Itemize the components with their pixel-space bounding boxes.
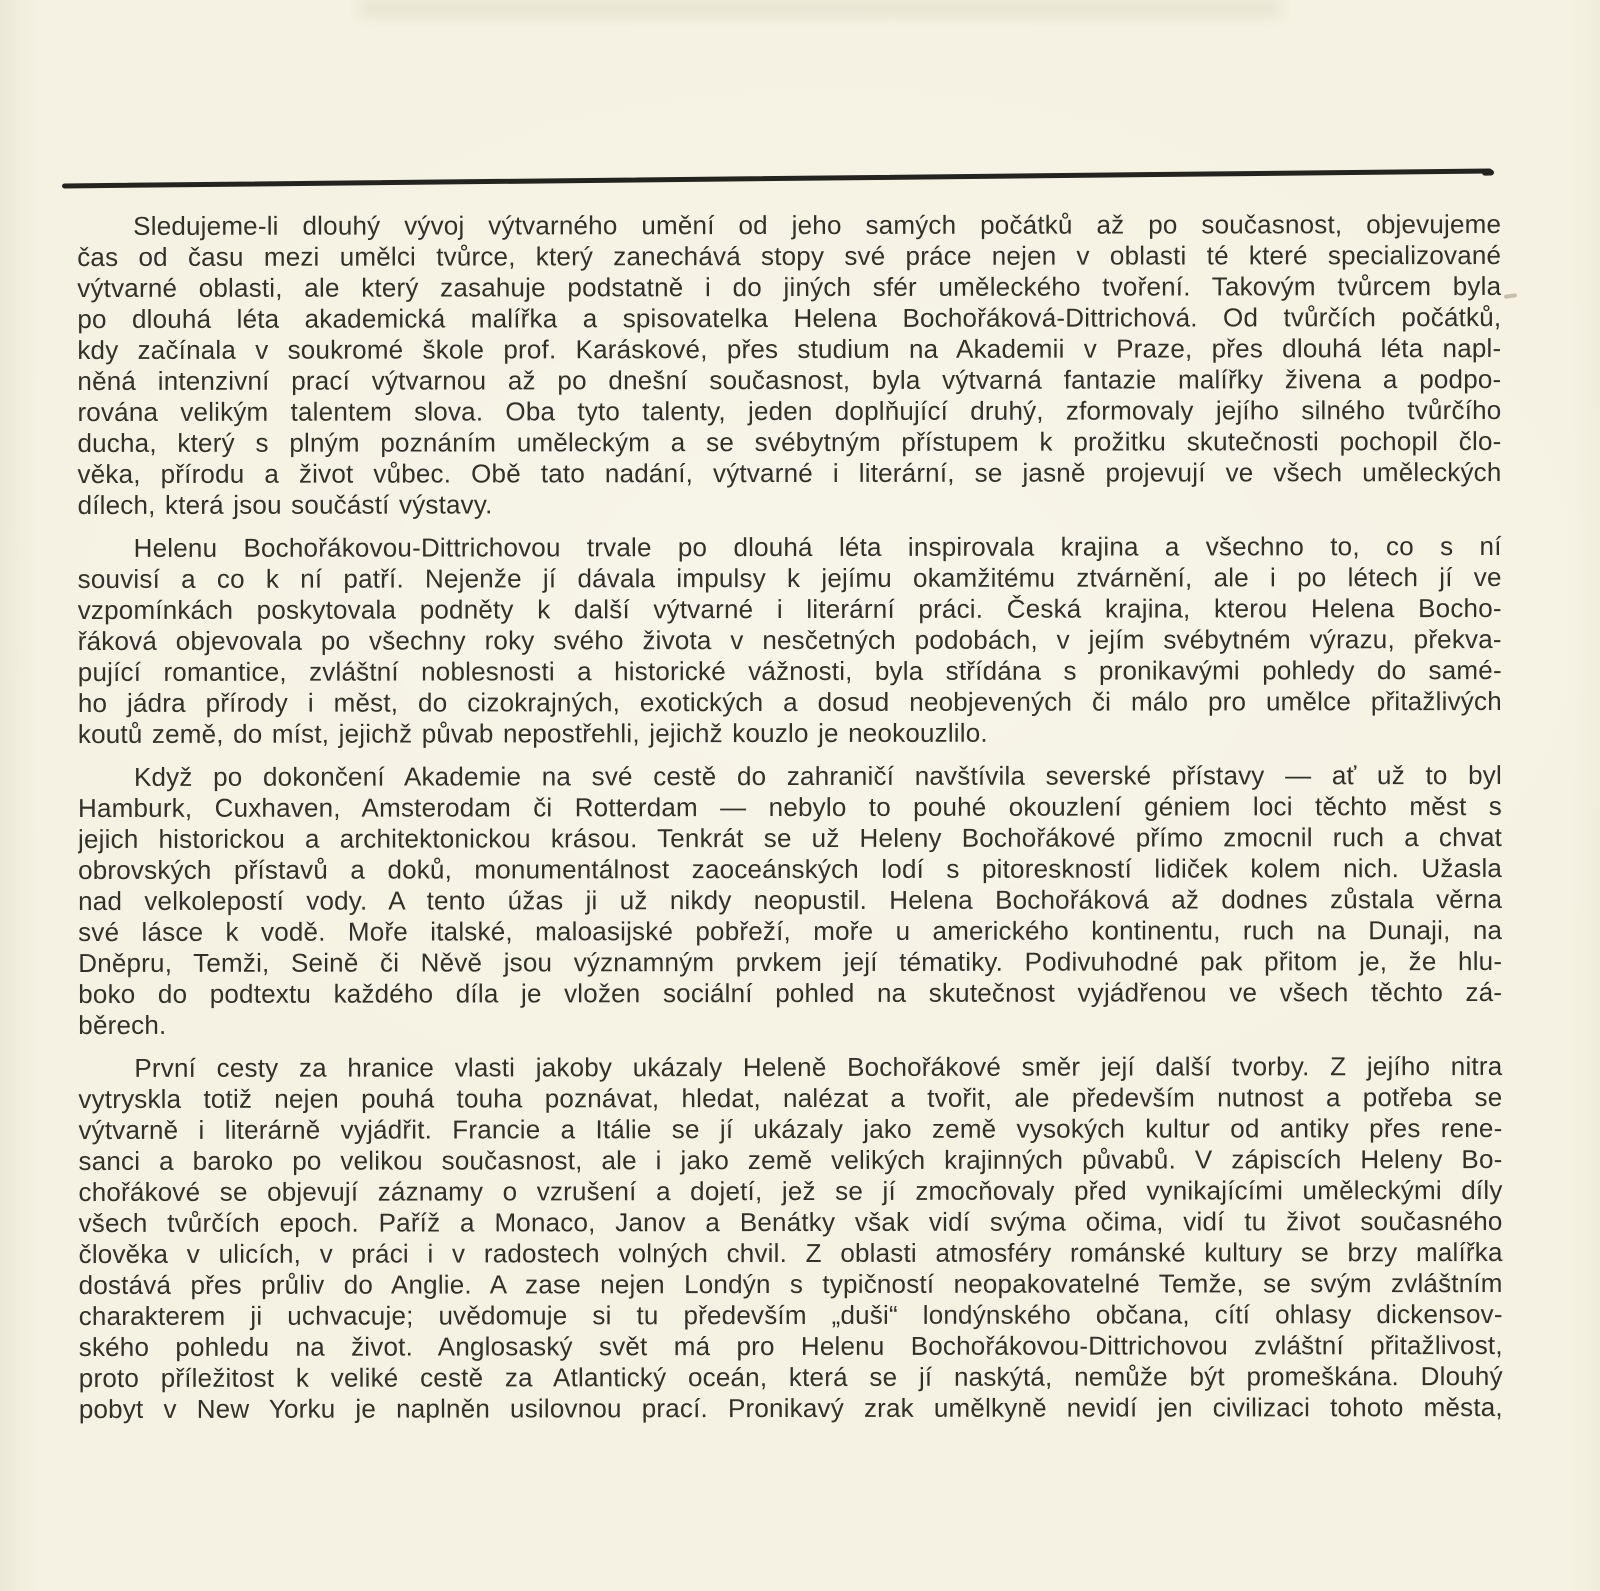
text-line: věka, přírodu a život vůbec. Obě tato nadání, výtvarné i literární, se jasně projevují ve všech uměleckých [77, 457, 1502, 489]
text-line: dílech, která jsou součástí výstavy. [77, 489, 493, 520]
text-line: Když po dokončení Akademie na své cestě do zahraničí navštívila severské přístavy — ať už to byl [133, 760, 1502, 792]
text-line: řáková objevovala po všechny roky svého života v nesčetných podobách, v jejím svébytném výrazu, překva- [77, 624, 1502, 656]
text-line: boko do podtextu každého díla je vložen sociální pohled na skutečnost vyjádřenou ve všech těchto zá- [78, 977, 1503, 1009]
margin-speck-artifact [1504, 293, 1517, 299]
text-line: dostává přes průliv do Anglie. A zase nejen Londýn s typičností neopakovatelné Temže, se svým zvláštním [78, 1268, 1503, 1300]
scan-ghosting-artifact [360, 0, 1280, 16]
text-line: ho jádra přírody i měst, do cizokrajných, exotických a dosud neobjevených či málo pro umělce přitažlivých [77, 686, 1502, 718]
text-line: ducha, který s plným poznáním uměleckým a se svébytným přístupem k prožitku skutečnosti pochopil člo- [77, 426, 1502, 458]
text-line: jejich historickou a architektonickou krásou. Tenkrát se už Heleny Bochořákové přímo zmocnil ruch a chvat [78, 822, 1503, 854]
text-line: souvisí a co k ní patří. Nejenže jí dávala impulsy k jejímu okamžitému ztvárnění, ale i po létech jí ve [77, 562, 1502, 594]
text-block [77, 209, 1503, 1425]
text-line: Helenu Bochořákovou-Dittrichovou trvale po dlouhá léta inspirovala krajina a všechno to, co s ní [133, 531, 1502, 563]
text-line: výtvarně i literárně vyjádřit. Francie a Itálie se jí ukázaly jako země vysokých kultur od antiky přes rene- [78, 1113, 1503, 1145]
text-line: všech tvůrčích epoch. Paříž a Monaco, Janov a Benátky však vidí svýma očima, vidí tu život současného [78, 1206, 1503, 1238]
text-line: pobyt v New Yorku je naplněn usilovnou prací. Pronikavý zrak umělkyně nevidí jen civilizaci tohoto města, [78, 1392, 1503, 1424]
text-line: koutů země, do míst, jejichž půvab nepostřehli, jejichž kouzlo je neokouzlilo. [77, 717, 988, 749]
text-line: obrovských přístavů a doků, monumentálnost zaoceánských lodí s pitoreskností lidiček kolem nich. Užasla [78, 853, 1503, 885]
paragraph [78, 760, 1502, 1041]
paragraph [78, 531, 1502, 750]
text-line: První cesty za hranice vlasti jakoby ukázaly Heleně Bochořákové směr její další tvorby. Z jejího nitra [134, 1051, 1503, 1083]
text-line: Sledujeme-li dlouhý vývoj výtvarného umění od jeho samých počátků až po současnost, objevujeme [133, 209, 1502, 241]
text-line: Hamburk, Cuxhaven, Amsterodam či Rotterdam — nebylo to pouhé okouzlení géniem loci těchto měst s [77, 791, 1503, 823]
text-line: výtvarné oblasti, ale který zasahuje podstatně i do jiných sfér uměleckého tvoření. Takovým tvůrcem byla [77, 271, 1502, 303]
text-line: vytryskla totiž nejen pouhá touha poznávat, hledat, nalézat a tvořit, ale především nutnost a potřeba se [78, 1082, 1503, 1114]
text-line: charakterem ji uchvacuje; uvědomuje si tu především „duši“ londýnského občana, cítí ohlasy dickensov- [78, 1299, 1503, 1331]
text-line: ského pohledu na život. Anglosaský svět má pro Helenu Bochořákovou-Dittrichovou zvláštní přitažlivost, [78, 1330, 1503, 1362]
text-line: běrech. [78, 1009, 167, 1040]
text-line: čas od času mezi umělci tvůrce, který zanechává stopy své práce nejen v oblasti té které specializované [77, 240, 1502, 272]
text-line: po dlouhá léta akademická malířka a spisovatelka Helena Bochořáková-Dittrichová. Od tvůrčích počátků, [77, 302, 1502, 334]
text-line: Dněpru, Temži, Seině či Něvě jsou významným prvkem její tématiky. Podivuhodné pak přitom je, že hlu- [78, 946, 1503, 978]
text-line: něná intenzivní prací výtvarnou až po dnešní současnost, byla výtvarná fantazie malířky živena a podpo- [77, 364, 1502, 396]
text-line: proto příležitost k veliké cestě za Atlantický oceán, která se jí naskýtá, nemůže být promeškána. Dlouhý [78, 1361, 1503, 1393]
text-line: pující romantice, zvláštní noblesnosti a historické vážnosti, byla střídána s pronikavými pohledy do samé- [77, 655, 1502, 687]
text-line: sanci a baroko po velikou současnost, ale i jako země velikých krajinných půvabů. V zápiscích Heleny Bo- [78, 1144, 1503, 1176]
paragraph [77, 209, 1501, 521]
text-line: vzpomínkách poskytovala podněty k další výtvarné i literární práci. Česká krajina, kterou Helena Bocho- [77, 593, 1502, 625]
text-line: chořákové se objevují záznamy o vzrušení a dojetí, jež se jí zmocňovaly před vynikajícími uměleckými díly [78, 1175, 1503, 1207]
text-line: rována velikým talentem slova. Oba tyto talenty, jeden doplňující druhý, zformovaly jejího silného tvůrčího [77, 395, 1502, 427]
text-line: kdy začínala v soukromé škole prof. Karáskové, přes studium na Akademii v Praze, přes dlouhá léta napl- [77, 333, 1502, 365]
paragraph [78, 1051, 1503, 1425]
text-line: člověka v ulicích, v práci i v radostech volných chvil. Z oblasti atmosféry románské kultury se brzy malířka [78, 1237, 1503, 1269]
text-line: své lásce k vodě. Moře italské, maloasijské pobřeží, moře u amerického kontinentu, ruch na Dunaji, na [78, 915, 1503, 947]
text-line: nad velkolepostí vody. A tento úžas ji už nikdy neopustil. Helena Bochořáková až dodnes zůstala věrna [78, 884, 1503, 916]
horizontal-rule [62, 169, 1492, 189]
